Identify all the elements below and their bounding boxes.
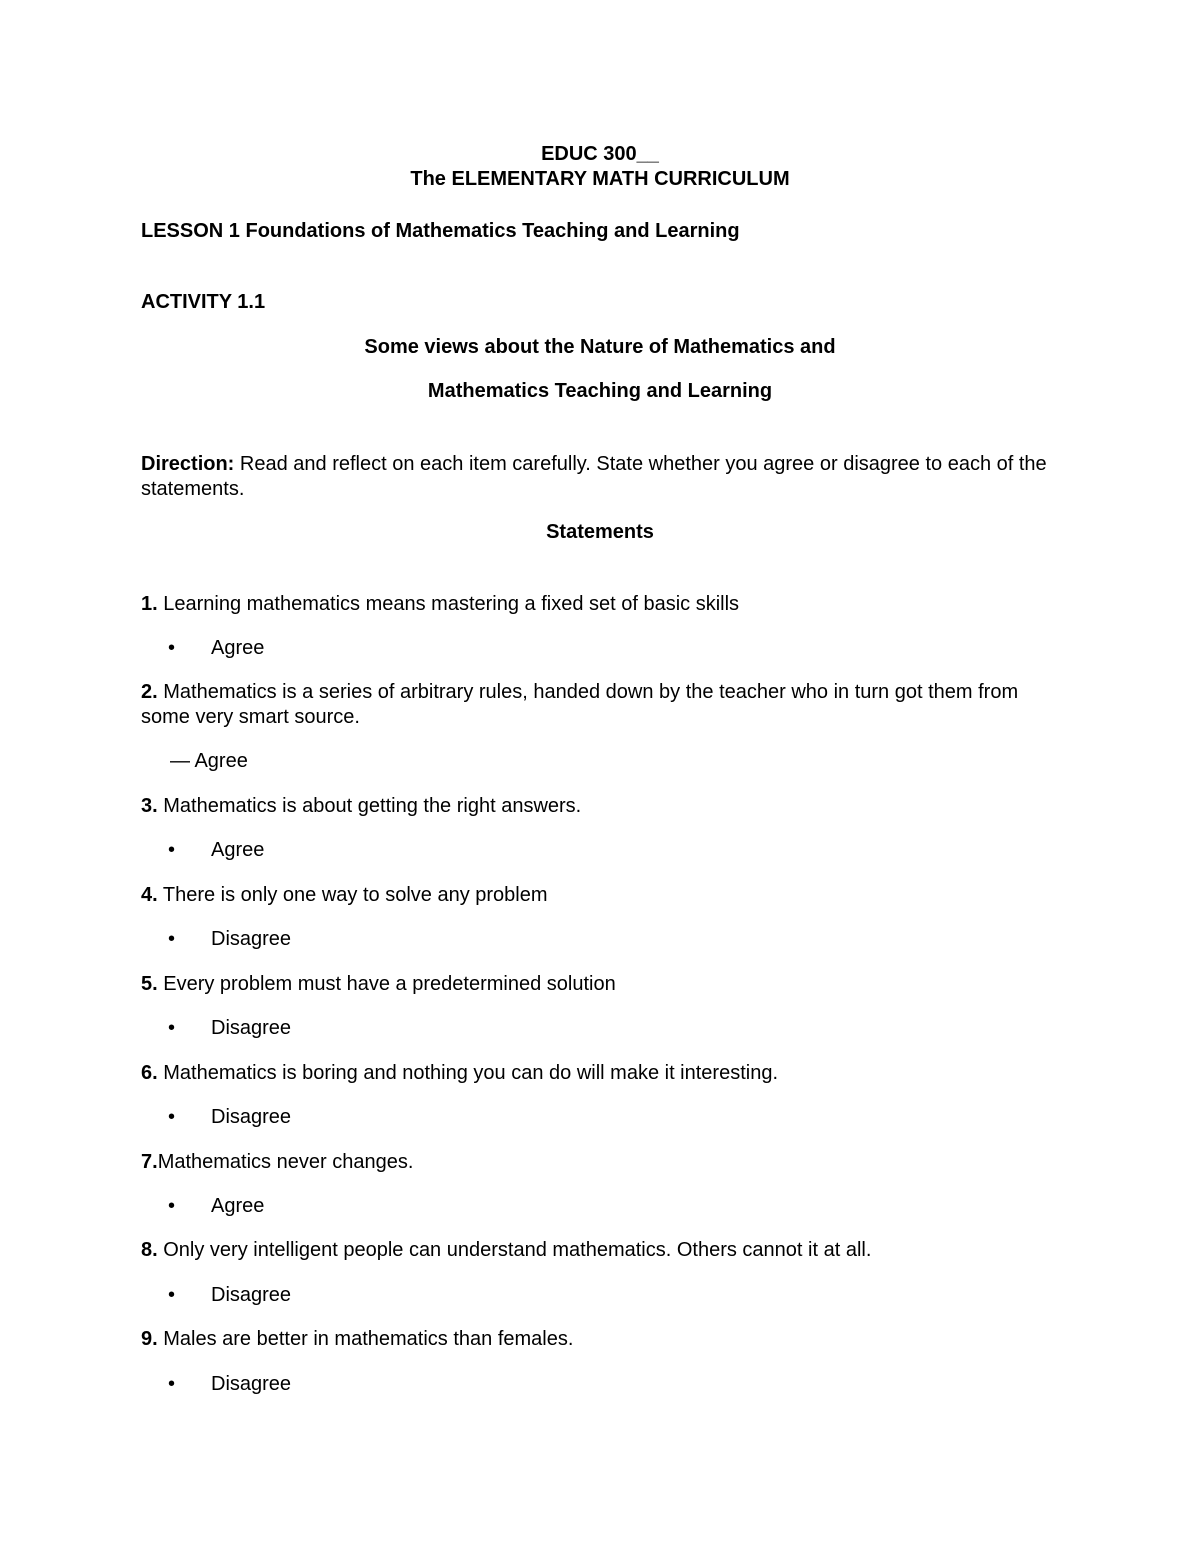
bullet-icon: •	[168, 1284, 176, 1306]
statement-number: 9.	[141, 1328, 158, 1350]
statement-1	[141, 593, 739, 616]
answer-8: Disagree	[211, 1284, 292, 1306]
bullet-icon: •	[168, 1017, 176, 1039]
statement-number: 4.	[141, 884, 158, 906]
statement-text: Mathematics is boring and nothing you can do will make it interesting.	[157, 1062, 779, 1084]
statement-text: Mathematics is about getting the right answers.	[157, 795, 582, 817]
answer-3: Agree	[211, 839, 265, 861]
statement-number: 3.	[141, 795, 158, 817]
answer-9: Disagree	[211, 1373, 292, 1395]
answer-text: Agree	[194, 750, 248, 772]
statement-5	[141, 973, 616, 996]
statement-text: Mathematics is a series of arbitrary rules, handed down by the teacher who in turn got them from some very smart source.	[141, 681, 1019, 728]
statement-3	[141, 795, 581, 818]
statement-text: Mathematics never changes.	[157, 1151, 414, 1173]
answer-1: Agree	[211, 637, 265, 659]
statement-number: 6.	[141, 1062, 158, 1084]
answer-7: Agree	[211, 1195, 265, 1217]
statement-text: Learning mathematics means mastering a fixed set of basic skills	[157, 593, 740, 615]
statement-8	[141, 1239, 871, 1262]
statement-number: 1.	[141, 593, 158, 615]
statement-4	[141, 884, 548, 907]
bullet-icon: •	[168, 1195, 176, 1217]
statement-number: 7.	[141, 1151, 158, 1173]
statements-heading: Statements	[546, 521, 654, 543]
statement-7	[141, 1151, 413, 1174]
answer-6: Disagree	[211, 1106, 292, 1128]
statement-text: Only very intelligent people can understand mathematics. Others cannot it at all.	[157, 1239, 872, 1261]
statement-2	[141, 680, 1071, 730]
direction-text: Read and reflect on each item carefully. State whether you agree or disagree to each of the statements.	[141, 453, 1047, 500]
course-title: The ELEMENTARY MATH CURRICULUM	[410, 168, 790, 190]
statement-9	[141, 1328, 573, 1351]
bullet-icon: •	[168, 839, 176, 861]
statement-text: Males are better in mathematics than females.	[157, 1328, 574, 1350]
course-code: EDUC 300__	[541, 143, 659, 165]
bullet-icon: •	[168, 637, 176, 659]
statement-text: Every problem must have a predetermined solution	[157, 973, 616, 995]
direction-paragraph	[141, 452, 1071, 502]
views-heading-line2: Mathematics Teaching and Learning	[427, 380, 773, 402]
bullet-icon: •	[168, 928, 176, 950]
direction-label: Direction:	[141, 453, 235, 475]
dash-icon: —	[170, 750, 190, 772]
activity-title: ACTIVITY 1.1	[141, 291, 266, 313]
answer-2	[170, 750, 248, 773]
statement-number: 5.	[141, 973, 158, 995]
bullet-icon: •	[168, 1373, 176, 1395]
lesson-title: LESSON 1 Foundations of Mathematics Teaching and Learning	[141, 220, 740, 242]
answer-4: Disagree	[211, 928, 292, 950]
statement-number: 2.	[141, 681, 158, 703]
statement-text: There is only one way to solve any problem	[157, 884, 548, 906]
answer-5: Disagree	[211, 1017, 292, 1039]
statement-6	[141, 1062, 778, 1085]
views-heading-line1: Some views about the Nature of Mathematics and	[364, 336, 836, 358]
bullet-icon: •	[168, 1106, 176, 1128]
statement-number: 8.	[141, 1239, 158, 1261]
